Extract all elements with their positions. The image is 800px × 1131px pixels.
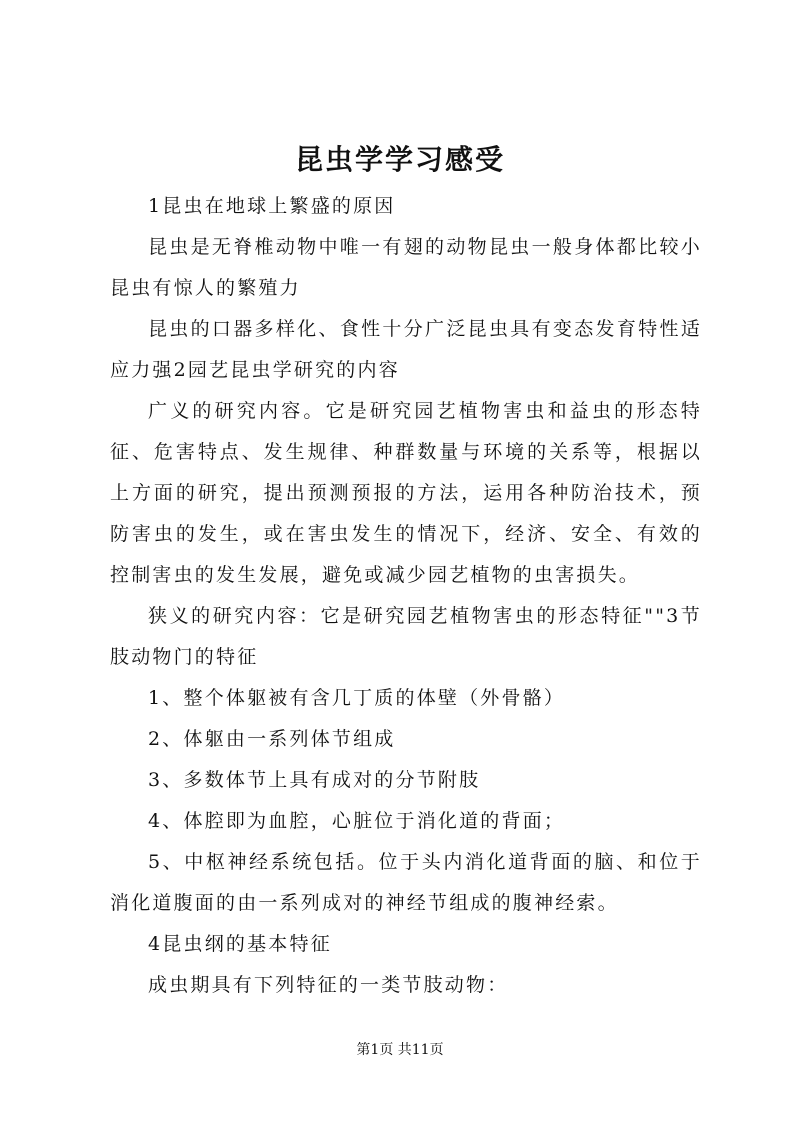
- paragraph-5: 狭义的研究内容：它是研究园艺植物害虫的形态特征""3节肢动物门的特征: [110, 605, 702, 668]
- paragraph-9: 4、体腔即为血腔，心脏位于消化道的背面；: [148, 810, 566, 832]
- document-title: 昆虫学学习感受: [294, 143, 505, 176]
- paragraph-8: 3、多数体节上具有成对的分节附肢: [148, 769, 481, 791]
- paragraph-3: 昆虫的口器多样化、食性十分广泛昆虫具有变态发育特性适应力强2园艺昆虫学研究的内容: [110, 318, 702, 381]
- paragraph-10: 5、中枢神经系统包括。位于头内消化道背面的脑、和位于消化道腹面的由一系列成对的神经节组成的腹神经索。: [110, 851, 702, 914]
- paragraph-12: 成虫期具有下列特征的一类节肢动物：: [148, 974, 509, 996]
- page-footer: 第1页 共11页: [356, 1042, 444, 1058]
- paragraph-1: 1昆虫在地球上繁盛的原因: [148, 195, 396, 217]
- paragraph-4: 广义的研究内容。它是研究园艺植物害虫和益虫的形态特征、危害特点、发生规律、种群数量与环境的关系等，根据以上方面的研究，提出预测预报的方法，运用各种防治技术，预防害虫的发生，或在害虫发生的情况下，经济、安全、有效的控制害虫的发生发展，避免或减少园艺植物的虫害损失。: [110, 400, 702, 586]
- paragraph-11: 4昆虫纲的基本特征: [148, 933, 332, 955]
- document-body: [110, 186, 702, 1006]
- paragraph-7: 2、体躯由一系列体节组成: [148, 728, 396, 750]
- paragraph-6: 1、整个体躯被有含几丁质的体壁（外骨骼）: [148, 687, 566, 709]
- paragraph-2: 昆虫是无脊椎动物中唯一有翅的动物昆虫一般身体都比较小昆虫有惊人的繁殖力: [110, 236, 702, 299]
